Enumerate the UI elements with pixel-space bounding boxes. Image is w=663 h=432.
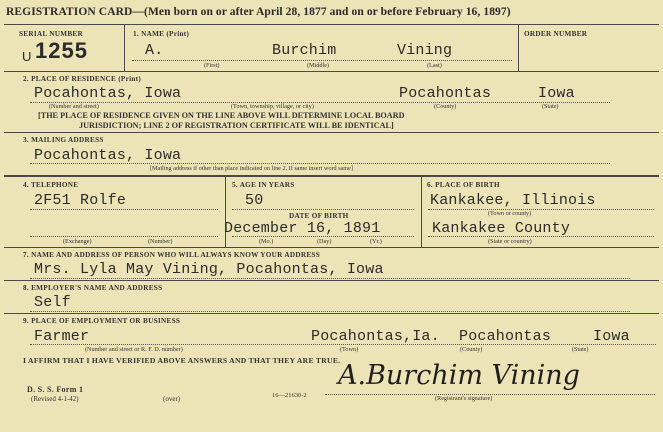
employment-county-value: Pocahontas xyxy=(459,328,552,345)
number-street-label: (Number and street) xyxy=(49,103,99,110)
rule xyxy=(4,71,659,72)
county-label: (County) xyxy=(434,103,457,110)
rule xyxy=(4,247,659,248)
residence-note-line-1: [THE PLACE OF RESIDENCE GIVEN ON THE LINE ABOVE WILL DETERMINE LOCAL BOARD xyxy=(38,111,405,120)
place-of-birth-label: 6. PLACE OF BIRTH xyxy=(427,181,500,189)
print-code: 16—21630-2 xyxy=(272,392,307,399)
rule xyxy=(4,24,659,25)
birth-town-value: Kankakee, Illinois xyxy=(430,192,596,209)
person-know-label: 7. NAME AND ADDRESS OF PERSON WHO WILL ALWAYS KNOW YOUR ADDRESS xyxy=(23,251,321,259)
age-label: 5. AGE IN YEARS xyxy=(232,181,295,189)
county2-label: (County) xyxy=(460,346,483,353)
day-label: (Day) xyxy=(317,238,332,245)
last-name-value: Vining xyxy=(397,42,453,59)
rule xyxy=(4,175,659,177)
mailing-address-label: 3. MAILING ADDRESS xyxy=(23,136,104,144)
telephone-label: 4. TELEPHONE xyxy=(23,181,79,189)
residence-line xyxy=(30,102,610,103)
serial-number-value: 1255 xyxy=(35,38,88,63)
birth-town-line xyxy=(428,209,654,210)
serial-number-label: SERIAL NUMBER xyxy=(19,30,84,38)
place-of-residence-label: 2. PLACE OF RESIDENCE (Print) xyxy=(23,75,142,83)
birth-state-line xyxy=(428,236,654,237)
state-or-country-label: (State or country) xyxy=(488,238,532,245)
divider xyxy=(518,24,519,71)
employment-line xyxy=(30,344,656,345)
employment-state-value: Iowa xyxy=(593,328,630,345)
rule xyxy=(4,280,659,281)
employer-value: Self xyxy=(34,294,71,311)
first-name-value: A. xyxy=(145,42,164,59)
date-of-birth-value: December 16, 1891 xyxy=(224,220,381,237)
month-label: (Mo.) xyxy=(259,238,274,245)
last-label: (Last) xyxy=(427,62,442,69)
mailing-note: [Mailing address if other than place indicated on line 2. If same insert word same] xyxy=(150,165,353,172)
registrant-signature: A.Burchim Vining xyxy=(338,360,580,391)
form-id: D. S. S. Form 1 xyxy=(27,385,84,394)
divider xyxy=(124,24,125,71)
residence-note-line-2: JURISDICTION; LINE 2 OF REGISTRATION CERTIFICATE WILL BE IDENTICAL] xyxy=(79,121,394,130)
town2-label: (Town) xyxy=(340,346,359,353)
age-line xyxy=(232,209,414,210)
telephone-line xyxy=(30,209,218,210)
town-or-county-label: (Town or county) xyxy=(488,210,532,217)
over-note: (over) xyxy=(163,395,181,403)
rule xyxy=(4,313,659,314)
employer-label: 8. EMPLOYER'S NAME AND ADDRESS xyxy=(23,284,163,292)
employer-line xyxy=(30,311,630,312)
residence-county-value: Pocahontas xyxy=(399,85,492,102)
state-label: (State) xyxy=(542,103,559,110)
date-of-birth-label: DATE OF BIRTH xyxy=(289,212,349,220)
affirmation-text: I AFFIRM THAT I HAVE VERIFIED ABOVE ANSWERS AND THAT THEY ARE TRUE. xyxy=(23,356,341,365)
telephone-value: 2F51 Rolfe xyxy=(34,192,127,209)
exchange-label: (Exchange) xyxy=(63,238,92,245)
state2-label: (State) xyxy=(572,346,589,353)
town-label: (Town, township, village, or city) xyxy=(231,103,314,110)
residence-state-value: Iowa xyxy=(538,85,575,102)
birth-state-value: Kankakee County xyxy=(432,220,571,237)
person-know-line xyxy=(30,278,630,279)
dob-line xyxy=(232,236,414,237)
person-know-value: Mrs. Lyla May Vining, Pocahontas, Iowa xyxy=(34,261,384,278)
name-label: 1. NAME (Print) xyxy=(133,30,190,38)
divider xyxy=(421,176,422,247)
registrant-signature-label: (Registrant's signature) xyxy=(435,395,493,402)
year-label: (Yr.) xyxy=(370,238,382,245)
employment-place-value: Farmer xyxy=(34,328,90,345)
employment-town-value: Pocahontas,Ia. xyxy=(311,328,440,345)
mailing-address-value: Pocahontas, Iowa xyxy=(34,147,182,164)
number-street-rfd-label: (Number and street or R. F. D. number) xyxy=(85,346,183,353)
place-of-employment-label: 9. PLACE OF EMPLOYMENT OR BUSINESS xyxy=(23,317,181,325)
mailing-line xyxy=(30,163,610,164)
card-title: REGISTRATION CARD—(Men born on or after April 28, 1877 and on or before February 16, 1897) xyxy=(6,6,511,18)
age-value: 50 xyxy=(245,192,264,209)
middle-name-value: Burchim xyxy=(272,42,337,59)
number-label: (Number) xyxy=(148,238,173,245)
telephone-line-2 xyxy=(30,236,218,237)
first-label: (First) xyxy=(204,62,220,69)
rule xyxy=(4,132,659,133)
name-line xyxy=(132,60,512,61)
middle-label: (Middle) xyxy=(307,62,329,69)
serial-prefix: U xyxy=(22,49,32,64)
revised-date: (Revised 4-1-42) xyxy=(31,395,79,403)
residence-town-value: Pocahontas, Iowa xyxy=(34,85,182,102)
order-number-label: ORDER NUMBER xyxy=(524,30,588,38)
